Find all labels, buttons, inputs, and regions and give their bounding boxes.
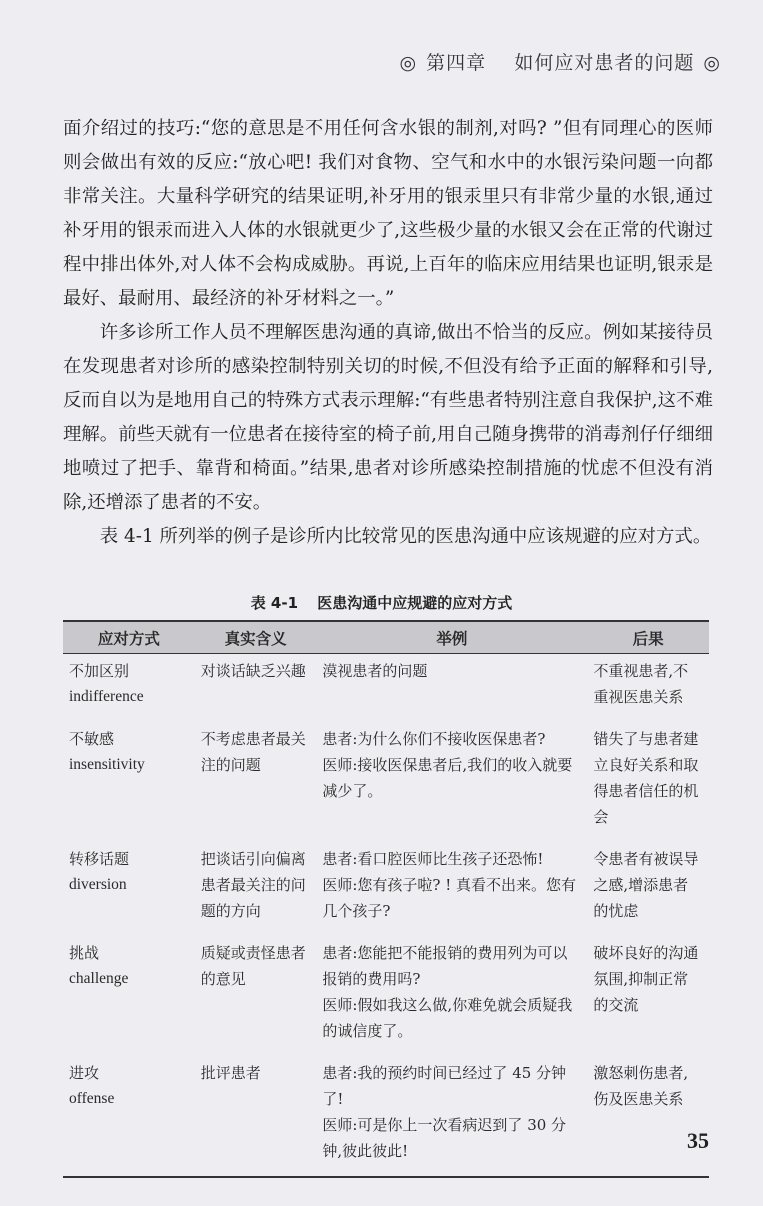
- column-header: 举例: [316, 621, 587, 654]
- result-cell: 激怒刺伤患者,伤及医患关系: [587, 1056, 709, 1177]
- example-line: 患者:我的预约时间已经过了 45 分钟了!: [322, 1064, 567, 1108]
- running-header: [398, 48, 723, 75]
- result-cell: 令患者有被误导之感,增添患者的忧虑: [593, 850, 699, 920]
- response-type-cn: 不敏感: [69, 730, 115, 748]
- table-row: [63, 842, 709, 936]
- response-type-cn: 不加区别: [69, 662, 130, 680]
- column-header: 应对方式: [63, 621, 195, 654]
- response-type-cn: 进攻: [69, 1064, 100, 1082]
- body-text: [63, 112, 713, 554]
- example-line: 医师:接收医保患者后,我们的收入就要减少了。: [322, 756, 573, 800]
- response-type-cell: [63, 722, 195, 842]
- result-cell: 破坏良好的沟通氛围,抑制正常的交流: [593, 944, 699, 1014]
- response-type-en: offense: [69, 1090, 115, 1107]
- paragraph: 表 4-1 所列举的例子是诊所内比较常见的医患沟通中应该规避的应对方式。: [99, 526, 712, 547]
- response-type-en: diversion: [69, 876, 127, 893]
- response-type-en: indifference: [69, 688, 144, 705]
- table-row: [63, 722, 709, 842]
- table-header-row: [63, 621, 709, 654]
- example-cell: [316, 936, 587, 1056]
- response-type-cell: [63, 1056, 195, 1177]
- column-header: 真实含义: [195, 621, 317, 654]
- response-type-cell: [63, 654, 195, 723]
- circle-symbol-icon: ◎: [703, 52, 721, 74]
- example-line: 医师:您有孩子啦? ! 真看不出来。您有几个孩子?: [322, 876, 577, 920]
- response-type-cn: 转移话题: [69, 850, 130, 868]
- response-type-cell: [63, 842, 195, 936]
- response-type-en: insensitivity: [69, 756, 145, 773]
- table-caption-number: 表 4-1: [250, 594, 299, 612]
- table-row: [63, 654, 709, 723]
- example-line: 患者:为什么你们不接收医保患者?: [322, 730, 546, 748]
- circle-symbol-icon: ◎: [399, 52, 418, 74]
- response-type-cn: 挑战: [69, 944, 100, 962]
- meaning-cell: 质疑或责怪患者的意见: [200, 944, 306, 988]
- example-line: 患者:您能把不能报销的费用列为可以报销的费用吗?: [322, 944, 568, 988]
- meaning-cell: 把谈话引向偏离患者最关注的问题的方向: [200, 850, 306, 920]
- response-type-en: challenge: [69, 970, 129, 987]
- chapter-title: 如何应对患者的问题: [514, 52, 695, 74]
- table-row: [63, 936, 709, 1056]
- page-number: 35: [687, 1128, 709, 1153]
- column-header: 后果: [587, 621, 709, 654]
- result-cell: 不重视患者,不重视医患关系: [593, 662, 689, 706]
- example-cell: [316, 654, 587, 723]
- example-line: 患者:看口腔医师比生孩子还恐怖!: [322, 850, 544, 868]
- example-cell: [316, 842, 587, 936]
- paragraph: 面介绍过的技巧:“您的意思是不用任何含水银的制剂,对吗? ”但有同理心的医师则会做出有效的反应:“放心吧! 我们对食物、空气和水中的水银污染问题一向都非常关注。大量科学研究的结果证明,补牙用的银汞里只有非常少量的水银,通过补牙用的银汞而进入人体的水银就更少了,这些极少量的水银又会在正常的代谢过程中排出体外,对人体不会构成威胁。再说,上百年的临床应用结果也证明,银汞是最好、最耐用、最经济的补牙材料之一。”: [63, 118, 713, 309]
- result-cell: 错失了与患者建立良好关系和取得患者信任的机会: [593, 730, 699, 826]
- paragraph: 许多诊所工作人员不理解医患沟通的真谛,做出不恰当的反应。例如某接待员在发现患者对诊所的感染控制特别关切的时候,不但没有给予正面的解释和引导,反而自以为是地用自己的特殊方式表示理解:“有些患者特别注意自我保护,这不难理解。前些天就有一位患者在接待室的椅子前,用自己随身携带的消毒剂仔仔细细地喷过了把手、靠背和椅面。”结果,患者对诊所感染控制措施的忧虑不但没有消除,还增添了患者的不安。: [63, 322, 713, 513]
- table-row: [63, 1056, 709, 1177]
- example-line: 医师:假如我这么做,你难免就会质疑我的诚信度了。: [322, 996, 573, 1040]
- chapter-number: 第四章: [426, 52, 487, 74]
- meaning-cell: 对谈话缺乏兴趣: [200, 662, 306, 680]
- table-caption: [0, 592, 763, 613]
- response-type-cell: [63, 936, 195, 1056]
- example-cell: [316, 722, 587, 842]
- meaning-cell: 批评患者: [195, 1056, 317, 1177]
- example-line: 漠视患者的问题: [322, 662, 428, 680]
- example-cell: [316, 1056, 587, 1177]
- example-line: 医师:可是你上一次看病迟到了 30 分钟,彼此彼此!: [322, 1116, 567, 1160]
- response-table: [63, 620, 709, 1178]
- table-caption-title: 医患沟通中应规避的应对方式: [317, 594, 513, 612]
- meaning-cell: 不考虑患者最关注的问题: [200, 730, 306, 774]
